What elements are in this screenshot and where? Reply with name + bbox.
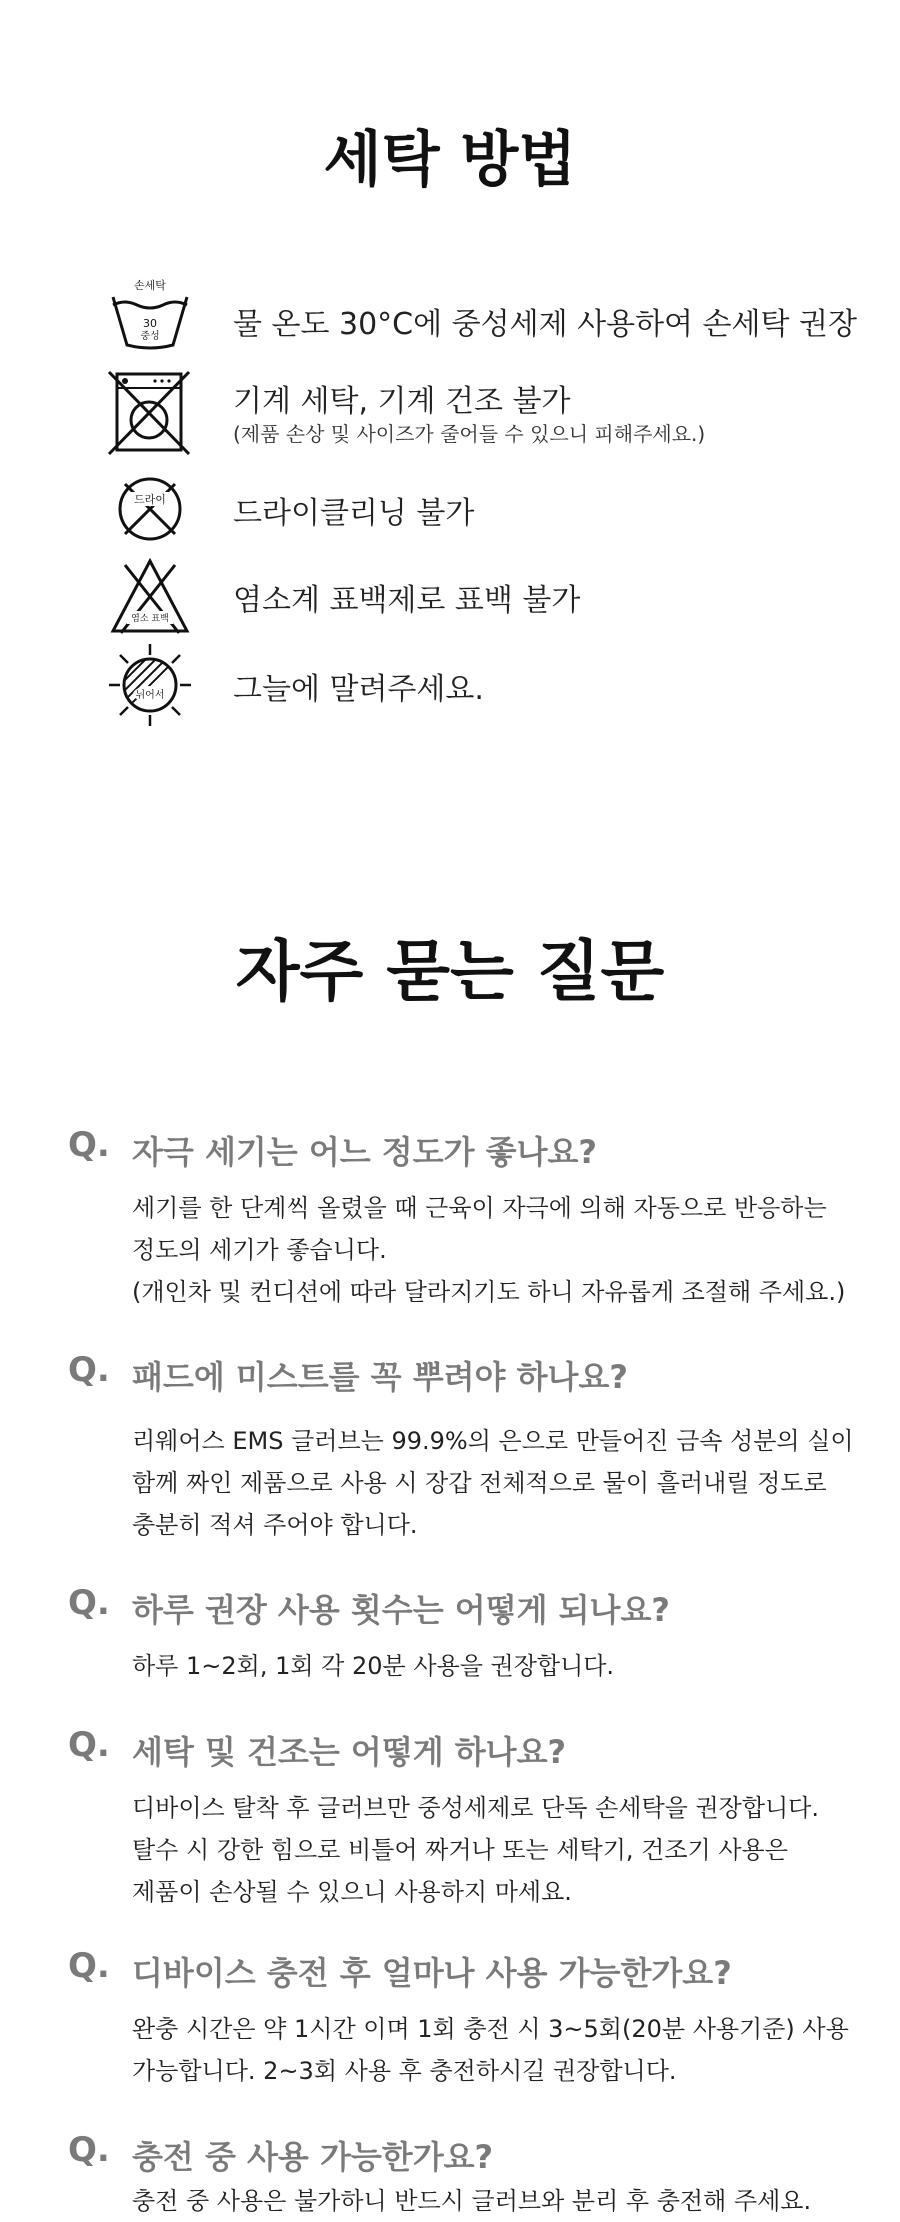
answer-line: 가능합니다. 2~3회 사용 후 충전하시길 권장합니다. [132, 2057, 677, 2085]
question-text: 충전 중 사용 가능한가요? [132, 2138, 494, 2176]
question-text: 세탁 및 건조는 어떻게 하나요? [132, 1733, 567, 1771]
answer-line: 세기를 한 단계씩 올렸을 때 근육이 자극에 의해 자동으로 반응하는 [132, 1194, 827, 1222]
faq-question [68, 1946, 868, 1996]
answer-line: 충전 중 사용은 불가하니 반드시 글러브와 분리 후 충전해 주세요. [132, 2187, 812, 2215]
care-item-no-bleach [105, 551, 865, 635]
faq-question [68, 1583, 868, 1633]
faq-answer [132, 1787, 868, 1913]
icon-label: 뉘어서 [135, 690, 165, 701]
answer-line: 탈수 시 강한 힘으로 비틀어 짜거나 또는 세탁기, 건조기 사용은 [132, 1836, 788, 1864]
q-mark: Q. [68, 1350, 110, 1390]
answer-line: 완충 시간은 약 1시간 이며 1회 충전 시 3~5회(20분 사용기준) 사용 [132, 2015, 849, 2043]
icon-label: 손세탁 [134, 279, 166, 292]
faq-item [68, 1350, 868, 1546]
answer-line: 리웨어스 EMS 글러브는 99.9%의 은으로 만들어진 금속 성분의 실이 [132, 1427, 854, 1455]
care-text: 염소계 표백제로 표백 불가 [233, 583, 581, 618]
care-item-no-machine [105, 368, 865, 452]
hand-wash-30-icon [105, 275, 195, 365]
answer-line: 제품이 손상될 수 있으니 사용하지 마세요. [132, 1878, 572, 1906]
no-bleach-icon [105, 551, 195, 641]
faq-question [68, 1125, 868, 1175]
answer-line: 충분히 적셔 주어야 합니다. [132, 1511, 418, 1539]
faq-question [68, 1725, 868, 1775]
answer-line: (개인차 및 컨디션에 따라 달라지기도 하니 자유롭게 조절해 주세요.) [132, 1278, 846, 1306]
q-mark: Q. [68, 1725, 110, 1765]
answer-line: 디바이스 탈착 후 글러브만 중성세제로 단독 손세탁을 권장합니다. [132, 1794, 819, 1822]
care-item-hand-wash [105, 275, 865, 359]
faq-answer [132, 1420, 868, 1546]
q-mark: Q. [68, 2130, 110, 2170]
faq-answer [132, 1187, 868, 1313]
faq-answer [132, 2008, 868, 2092]
q-mark: Q. [68, 1946, 110, 1986]
care-text: 물 온도 30°C에 중성세제 사용하여 손세탁 권장 [233, 307, 857, 342]
question-text: 디바이스 충전 후 얼마나 사용 가능한가요? [132, 1954, 732, 1992]
question-text: 패드에 미스트를 꼭 뿌려야 하나요? [132, 1358, 628, 1396]
faq-item [68, 1583, 868, 1687]
faq-answer [132, 2180, 868, 2222]
question-text: 하루 권장 사용 횟수는 어떻게 되나요? [132, 1591, 670, 1629]
shade-dry-icon [105, 640, 195, 730]
no-machine-wash-dry-icon [105, 368, 195, 458]
question-text: 자극 세기는 어느 정도가 좋나요? [132, 1133, 597, 1171]
care-text: 드라이클리닝 불가 [233, 496, 475, 531]
care-section-title: 세탁 방법 [323, 125, 577, 195]
answer-line: 함께 짜인 제품으로 사용 시 장갑 전체적으로 물이 흘러내릴 정도로 [132, 1469, 827, 1497]
faq-question [68, 2130, 868, 2180]
answer-line: 하루 1~2회, 1회 각 20분 사용을 권장합니다. [132, 1652, 615, 1680]
faq-section-title: 자주 묻는 질문 [235, 933, 665, 1010]
faq-item [68, 1725, 868, 1913]
care-text: 기계 세탁, 기계 건조 불가 [233, 384, 571, 419]
faq-answer [132, 1645, 868, 1687]
care-item-shade-dry [105, 640, 865, 724]
care-subtext: (제품 손상 및 사이즈가 줄어들 수 있으니 피해주세요.) [233, 422, 706, 446]
care-text: 그늘에 말려주세요. [233, 672, 484, 707]
faq-item [68, 1946, 868, 2092]
faq-item [68, 1125, 868, 1313]
q-mark: Q. [68, 1583, 110, 1623]
faq-item [68, 2130, 868, 2222]
no-dry-clean-icon [105, 464, 195, 554]
answer-line: 정도의 세기가 좋습니다. [132, 1236, 387, 1264]
faq-question [68, 1350, 868, 1400]
icon-label: 염소 표백 [131, 614, 169, 624]
icon-label: 드라이 [134, 493, 166, 506]
icon-label: 중성 [140, 331, 160, 342]
care-item-no-dry-clean [105, 464, 865, 548]
q-mark: Q. [68, 1125, 110, 1165]
icon-label: 30 [143, 317, 157, 330]
